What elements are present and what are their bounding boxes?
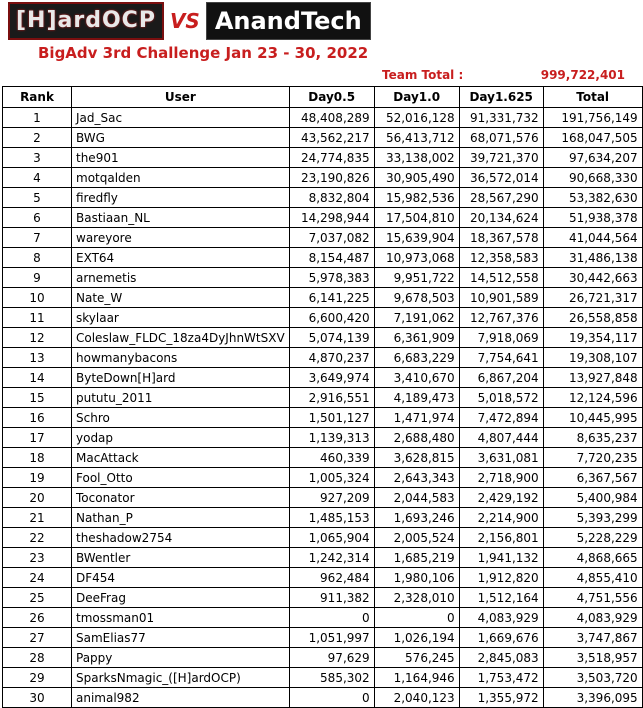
table-row (3, 368, 643, 388)
total-cell: 26,721,317 (543, 288, 642, 308)
table-row (3, 488, 643, 508)
table-row (3, 468, 643, 488)
day1625-cell: 2,845,083 (459, 648, 543, 668)
table-row (3, 628, 643, 648)
total-cell: 97,634,207 (543, 148, 642, 168)
total-cell: 4,083,929 (543, 608, 642, 628)
user-cell: Jad_Sac (72, 108, 290, 128)
rank-cell: 3 (3, 148, 72, 168)
rank-cell: 12 (3, 328, 72, 348)
user-cell: BWG (72, 128, 290, 148)
day10-cell: 10,973,068 (374, 248, 459, 268)
day05-cell: 1,242,314 (289, 548, 374, 568)
table-row (3, 388, 643, 408)
table-row (3, 648, 643, 668)
day1625-cell: 7,754,641 (459, 348, 543, 368)
user-cell: SamElias77 (72, 628, 290, 648)
day10-cell: 33,138,002 (374, 148, 459, 168)
total-cell: 13,927,848 (543, 368, 642, 388)
header-logos (8, 2, 371, 40)
table-row (3, 588, 643, 608)
user-cell: Bastiaan_NL (72, 208, 290, 228)
day1625-cell: 2,156,801 (459, 528, 543, 548)
rank-cell: 30 (3, 688, 72, 708)
user-cell: DeeFrag (72, 588, 290, 608)
user-cell: skylaar (72, 308, 290, 328)
day05-cell: 23,190,826 (289, 168, 374, 188)
rank-cell: 7 (3, 228, 72, 248)
day10-cell: 4,189,473 (374, 388, 459, 408)
rank-cell: 2 (3, 128, 72, 148)
user-cell: DF454 (72, 568, 290, 588)
day1625-cell: 3,631,081 (459, 448, 543, 468)
day05-cell: 8,154,487 (289, 248, 374, 268)
total-cell: 3,396,095 (543, 688, 642, 708)
table-row (3, 528, 643, 548)
column-header-total: Total (543, 87, 642, 108)
total-cell: 3,503,720 (543, 668, 642, 688)
user-cell: motqalden (72, 168, 290, 188)
day10-cell: 1,685,219 (374, 548, 459, 568)
rank-cell: 14 (3, 368, 72, 388)
team-total-label: Team Total : (382, 68, 464, 82)
day05-cell: 6,600,420 (289, 308, 374, 328)
table-row (3, 348, 643, 368)
day05-cell: 962,484 (289, 568, 374, 588)
day05-cell: 1,139,313 (289, 428, 374, 448)
day1625-cell: 14,512,558 (459, 268, 543, 288)
day1625-cell: 1,669,676 (459, 628, 543, 648)
hardocp-logo: [H]ardOCP (8, 2, 164, 40)
day10-cell: 0 (374, 608, 459, 628)
total-cell: 191,756,149 (543, 108, 642, 128)
table-row (3, 128, 643, 148)
user-cell: howmanybacons (72, 348, 290, 368)
total-cell: 41,044,564 (543, 228, 642, 248)
rank-cell: 1 (3, 108, 72, 128)
day1625-cell: 12,767,376 (459, 308, 543, 328)
total-cell: 12,124,596 (543, 388, 642, 408)
rank-cell: 19 (3, 468, 72, 488)
day05-cell: 0 (289, 688, 374, 708)
table-row (3, 108, 643, 128)
rank-cell: 18 (3, 448, 72, 468)
day10-cell: 6,361,909 (374, 328, 459, 348)
table-row (3, 608, 643, 628)
rank-cell: 5 (3, 188, 72, 208)
user-cell: wareyore (72, 228, 290, 248)
user-cell: Toconator (72, 488, 290, 508)
day10-cell: 1,026,194 (374, 628, 459, 648)
day1625-cell: 1,753,472 (459, 668, 543, 688)
rank-cell: 22 (3, 528, 72, 548)
table-header-row (3, 87, 643, 108)
total-cell: 4,855,410 (543, 568, 642, 588)
rank-cell: 4 (3, 168, 72, 188)
day10-cell: 30,905,490 (374, 168, 459, 188)
day1625-cell: 4,807,444 (459, 428, 543, 448)
rank-cell: 27 (3, 628, 72, 648)
total-cell: 8,635,237 (543, 428, 642, 448)
day1625-cell: 5,018,572 (459, 388, 543, 408)
table-row (3, 428, 643, 448)
rank-cell: 8 (3, 248, 72, 268)
day05-cell: 460,339 (289, 448, 374, 468)
user-cell: ByteDown[H]ard (72, 368, 290, 388)
anandtech-logo: AnandTech (206, 2, 371, 40)
day05-cell: 3,649,974 (289, 368, 374, 388)
user-cell: Nathan_P (72, 508, 290, 528)
day10-cell: 1,471,974 (374, 408, 459, 428)
day1625-cell: 68,071,576 (459, 128, 543, 148)
day05-cell: 5,978,383 (289, 268, 374, 288)
user-cell: tmossman01 (72, 608, 290, 628)
day1625-cell: 1,941,132 (459, 548, 543, 568)
user-cell: arnemetis (72, 268, 290, 288)
rank-cell: 13 (3, 348, 72, 368)
day10-cell: 3,628,815 (374, 448, 459, 468)
day10-cell: 2,328,010 (374, 588, 459, 608)
day1625-cell: 12,358,583 (459, 248, 543, 268)
total-cell: 4,751,556 (543, 588, 642, 608)
table-row (3, 188, 643, 208)
day1625-cell: 6,867,204 (459, 368, 543, 388)
rank-cell: 29 (3, 668, 72, 688)
rank-cell: 11 (3, 308, 72, 328)
total-cell: 5,400,984 (543, 488, 642, 508)
rank-cell: 20 (3, 488, 72, 508)
rank-cell: 16 (3, 408, 72, 428)
page-title: BigAdv 3rd Challenge Jan 23 - 30, 2022 (38, 44, 369, 62)
table-row (3, 208, 643, 228)
table-row (3, 168, 643, 188)
day10-cell: 1,693,246 (374, 508, 459, 528)
table-row (3, 268, 643, 288)
day1625-cell: 1,912,820 (459, 568, 543, 588)
day05-cell: 1,051,997 (289, 628, 374, 648)
day10-cell: 2,643,343 (374, 468, 459, 488)
day10-cell: 3,410,670 (374, 368, 459, 388)
day1625-cell: 28,567,290 (459, 188, 543, 208)
total-cell: 168,047,505 (543, 128, 642, 148)
column-header-rank: Rank (3, 87, 72, 108)
table-row (3, 688, 643, 708)
day1625-cell: 4,083,929 (459, 608, 543, 628)
user-cell: Pappy (72, 648, 290, 668)
day05-cell: 4,870,237 (289, 348, 374, 368)
user-cell: Coleslaw_FLDC_18za4DyJhnWtSXV (72, 328, 290, 348)
day1625-cell: 2,429,192 (459, 488, 543, 508)
day05-cell: 5,074,139 (289, 328, 374, 348)
day05-cell: 2,916,551 (289, 388, 374, 408)
user-cell: pututu_2011 (72, 388, 290, 408)
rank-cell: 6 (3, 208, 72, 228)
table-row (3, 328, 643, 348)
rank-cell: 17 (3, 428, 72, 448)
day10-cell: 2,040,123 (374, 688, 459, 708)
user-cell: the901 (72, 148, 290, 168)
day05-cell: 6,141,225 (289, 288, 374, 308)
table-row (3, 288, 643, 308)
day05-cell: 1,005,324 (289, 468, 374, 488)
day10-cell: 52,016,128 (374, 108, 459, 128)
day05-cell: 24,774,835 (289, 148, 374, 168)
day05-cell: 585,302 (289, 668, 374, 688)
day10-cell: 9,678,503 (374, 288, 459, 308)
day1625-cell: 7,918,069 (459, 328, 543, 348)
table-row (3, 408, 643, 428)
user-cell: MacAttack (72, 448, 290, 468)
table-row (3, 228, 643, 248)
day1625-cell: 36,572,014 (459, 168, 543, 188)
rank-cell: 10 (3, 288, 72, 308)
rank-cell: 28 (3, 648, 72, 668)
total-cell: 19,354,117 (543, 328, 642, 348)
table-body (3, 108, 643, 708)
total-cell: 26,558,858 (543, 308, 642, 328)
day1625-cell: 7,472,894 (459, 408, 543, 428)
day05-cell: 7,037,082 (289, 228, 374, 248)
day10-cell: 9,951,722 (374, 268, 459, 288)
day1625-cell: 1,355,972 (459, 688, 543, 708)
day1625-cell: 91,331,732 (459, 108, 543, 128)
total-cell: 90,668,330 (543, 168, 642, 188)
total-cell: 4,868,665 (543, 548, 642, 568)
table-row (3, 668, 643, 688)
day05-cell: 14,298,944 (289, 208, 374, 228)
rank-cell: 15 (3, 388, 72, 408)
day10-cell: 15,639,904 (374, 228, 459, 248)
user-cell: yodap (72, 428, 290, 448)
rank-cell: 24 (3, 568, 72, 588)
total-cell: 5,393,299 (543, 508, 642, 528)
user-cell: Nate_W (72, 288, 290, 308)
total-cell: 53,382,630 (543, 188, 642, 208)
table-row (3, 248, 643, 268)
total-cell: 10,445,995 (543, 408, 642, 428)
standings-table (2, 86, 643, 708)
day05-cell: 8,832,804 (289, 188, 374, 208)
total-cell: 3,518,957 (543, 648, 642, 668)
day10-cell: 1,980,106 (374, 568, 459, 588)
day05-cell: 43,562,217 (289, 128, 374, 148)
day10-cell: 7,191,062 (374, 308, 459, 328)
day10-cell: 6,683,229 (374, 348, 459, 368)
day05-cell: 0 (289, 608, 374, 628)
day10-cell: 2,044,583 (374, 488, 459, 508)
day10-cell: 2,005,524 (374, 528, 459, 548)
rank-cell: 23 (3, 548, 72, 568)
table-row (3, 508, 643, 528)
day05-cell: 1,485,153 (289, 508, 374, 528)
user-cell: EXT64 (72, 248, 290, 268)
day1625-cell: 2,718,900 (459, 468, 543, 488)
day10-cell: 17,504,810 (374, 208, 459, 228)
total-cell: 30,442,663 (543, 268, 642, 288)
user-cell: SparksNmagic_([H]ardOCP) (72, 668, 290, 688)
column-header-user: User (72, 87, 290, 108)
rank-cell: 25 (3, 588, 72, 608)
total-cell: 31,486,138 (543, 248, 642, 268)
day05-cell: 97,629 (289, 648, 374, 668)
user-cell: animal982 (72, 688, 290, 708)
table-row (3, 568, 643, 588)
day1625-cell: 10,901,589 (459, 288, 543, 308)
day10-cell: 1,164,946 (374, 668, 459, 688)
total-cell: 19,308,107 (543, 348, 642, 368)
table-row (3, 448, 643, 468)
column-header-day05: Day0.5 (289, 87, 374, 108)
team-total-value: 999,722,401 (540, 68, 625, 82)
user-cell: Schro (72, 408, 290, 428)
day10-cell: 576,245 (374, 648, 459, 668)
day05-cell: 1,065,904 (289, 528, 374, 548)
total-cell: 5,228,229 (543, 528, 642, 548)
user-cell: firedfly (72, 188, 290, 208)
day1625-cell: 20,134,624 (459, 208, 543, 228)
total-cell: 7,720,235 (543, 448, 642, 468)
day10-cell: 56,413,712 (374, 128, 459, 148)
day05-cell: 911,382 (289, 588, 374, 608)
user-cell: Fool_Otto (72, 468, 290, 488)
day05-cell: 1,501,127 (289, 408, 374, 428)
table-row (3, 148, 643, 168)
total-cell: 51,938,378 (543, 208, 642, 228)
day05-cell: 48,408,289 (289, 108, 374, 128)
day10-cell: 15,982,536 (374, 188, 459, 208)
user-cell: BWentler (72, 548, 290, 568)
table-row (3, 308, 643, 328)
total-cell: 3,747,867 (543, 628, 642, 648)
total-cell: 6,367,567 (543, 468, 642, 488)
column-header-day10: Day1.0 (374, 87, 459, 108)
table-row (3, 548, 643, 568)
rank-cell: 9 (3, 268, 72, 288)
day1625-cell: 39,721,370 (459, 148, 543, 168)
day1625-cell: 1,512,164 (459, 588, 543, 608)
column-header-day1625: Day1.625 (459, 87, 543, 108)
day1625-cell: 2,214,900 (459, 508, 543, 528)
day1625-cell: 18,367,578 (459, 228, 543, 248)
day10-cell: 2,688,480 (374, 428, 459, 448)
day05-cell: 927,209 (289, 488, 374, 508)
vs-label: VS (169, 9, 200, 33)
rank-cell: 26 (3, 608, 72, 628)
rank-cell: 21 (3, 508, 72, 528)
user-cell: theshadow2754 (72, 528, 290, 548)
